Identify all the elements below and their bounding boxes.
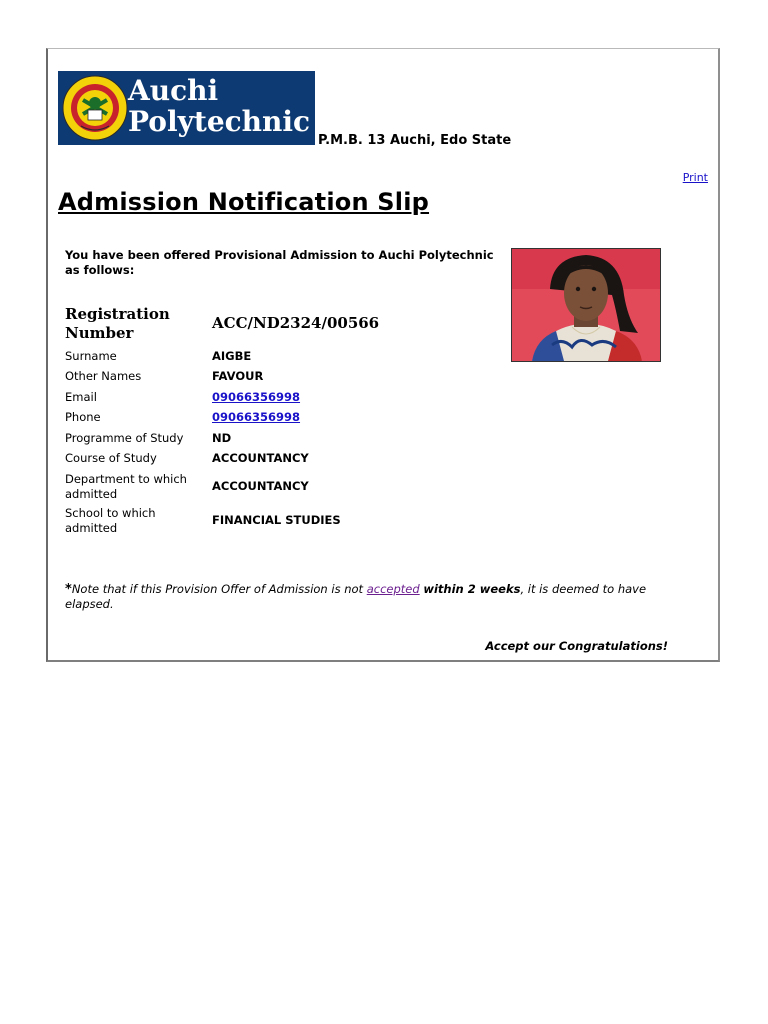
polytechnic-logo	[58, 71, 315, 145]
programme-of-study-label: Programme of Study	[65, 431, 184, 445]
department-value: ACCOUNTANCY	[212, 479, 309, 493]
registration-number-value: ACC/ND2324/00566	[212, 314, 380, 332]
polytechnic-seal-icon	[61, 74, 129, 142]
other-names-value: FAVOUR	[212, 369, 264, 383]
note-asterisk: *	[65, 582, 72, 597]
course-of-study-value: ACCOUNTANCY	[212, 451, 309, 465]
department-label: Department to which admitted	[65, 472, 187, 501]
admission-slip	[46, 48, 720, 662]
phone-link[interactable]: 09066356998	[212, 410, 301, 424]
page-title: Admission Notification Slip	[58, 188, 430, 216]
acceptance-note	[65, 582, 685, 612]
note-text-part1: Note that if this Provision Offer of Admission is not	[71, 582, 367, 596]
accepted-link[interactable]: accepted	[366, 582, 420, 596]
applicant-photo-image	[512, 249, 660, 361]
surname-label: Surname	[65, 349, 117, 363]
note-text-part3: , it is deemed to have elapsed.	[65, 582, 647, 611]
congratulations-message: Accept our Congratulations!	[485, 639, 668, 653]
email-label: Email	[65, 390, 97, 404]
print-link[interactable]: Print	[682, 171, 708, 184]
course-of-study-label: Course of Study	[65, 451, 157, 465]
email-link[interactable]: 09066356998	[212, 390, 301, 404]
applicant-photo	[511, 248, 661, 362]
institution-address: P.M.B. 13 Auchi, Edo State	[318, 133, 512, 148]
logo-word-auchi: Auchi	[128, 74, 219, 107]
note-deadline: within 2 weeks	[423, 582, 521, 596]
programme-of-study-value: ND	[212, 431, 232, 445]
surname-value: AIGBE	[212, 349, 252, 363]
school-value: FINANCIAL STUDIES	[212, 513, 341, 527]
other-names-label: Other Names	[65, 369, 142, 383]
phone-label: Phone	[65, 410, 101, 424]
school-label: School to which admitted	[65, 506, 156, 535]
logo-word-polytechnic: Polytechnic	[128, 105, 311, 138]
admission-intro-text: You have been offered Provisional Admission to Auchi Polytechnic as follows:	[65, 248, 494, 277]
registration-number-label: Registration Number	[65, 305, 170, 342]
